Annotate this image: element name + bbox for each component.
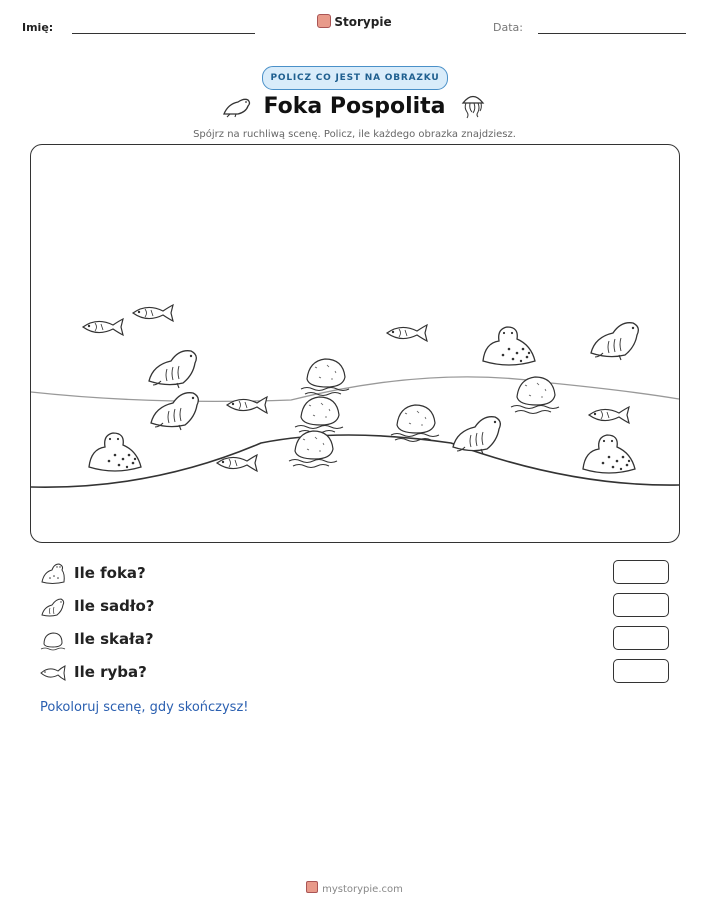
seal-1: [149, 351, 196, 388]
fish-icon: [40, 661, 66, 685]
shore-line: [31, 377, 679, 402]
question-label: Ile sadło?: [74, 597, 155, 615]
scene-illustration: [31, 145, 679, 542]
question-label: Ile foka?: [74, 564, 146, 582]
question-row-seal: [40, 562, 670, 586]
brand-text: Storypie: [334, 15, 392, 29]
fish-2: [133, 305, 173, 321]
page-title: Foka Pospolita: [263, 94, 446, 119]
footer-url[interactable]: mystorypie.com: [322, 884, 403, 895]
fish-3: [387, 325, 427, 341]
question-row-rock: [40, 628, 670, 652]
answer-box-pup[interactable]: [613, 593, 669, 617]
answer-box-rock[interactable]: [613, 626, 669, 650]
seal-2: [151, 393, 198, 430]
seal-icon: [40, 562, 66, 586]
rock-3: [289, 431, 337, 468]
instructions: Spójrz na ruchliwą scenę. Policz, ile każdego obrazka znajdziesz.: [193, 129, 516, 140]
coloring-prompt: Pokoloruj scenę, gdy skończysz!: [40, 700, 249, 715]
question-row-pup: [40, 595, 670, 619]
activity-badge: POLICZ CO JEST NA OBRAZKU: [262, 66, 448, 90]
rock-2: [295, 397, 343, 434]
question-label: Ile skała?: [74, 630, 154, 648]
name-label: Imię:: [22, 21, 54, 34]
question-label: Ile ryba?: [74, 663, 147, 681]
seal-3: [591, 323, 638, 360]
seal-4: [453, 417, 500, 454]
date-line[interactable]: [538, 33, 686, 34]
fish-4: [227, 397, 267, 413]
spotted-seal-2: [89, 433, 141, 471]
question-row-fish: [40, 661, 670, 685]
brand: [0, 14, 709, 29]
rock-icon: [40, 628, 66, 652]
fish-6: [589, 407, 629, 423]
answer-box-seal[interactable]: [613, 560, 669, 584]
jellyfish-icon: [458, 90, 488, 120]
seal-pup-icon: [40, 595, 66, 619]
spotted-seal-1: [483, 327, 535, 365]
rock-1: [301, 359, 349, 396]
fish-1: [83, 319, 123, 335]
footer: [0, 881, 709, 895]
date-label: Data:: [493, 21, 523, 34]
storypie-logo-icon: [306, 881, 318, 893]
name-line[interactable]: [72, 33, 255, 34]
storypie-logo-icon: [317, 14, 331, 28]
scene-frame: [30, 144, 680, 543]
rock-4: [391, 405, 439, 442]
answer-box-fish[interactable]: [613, 659, 669, 683]
spotted-seal-3: [583, 435, 635, 473]
